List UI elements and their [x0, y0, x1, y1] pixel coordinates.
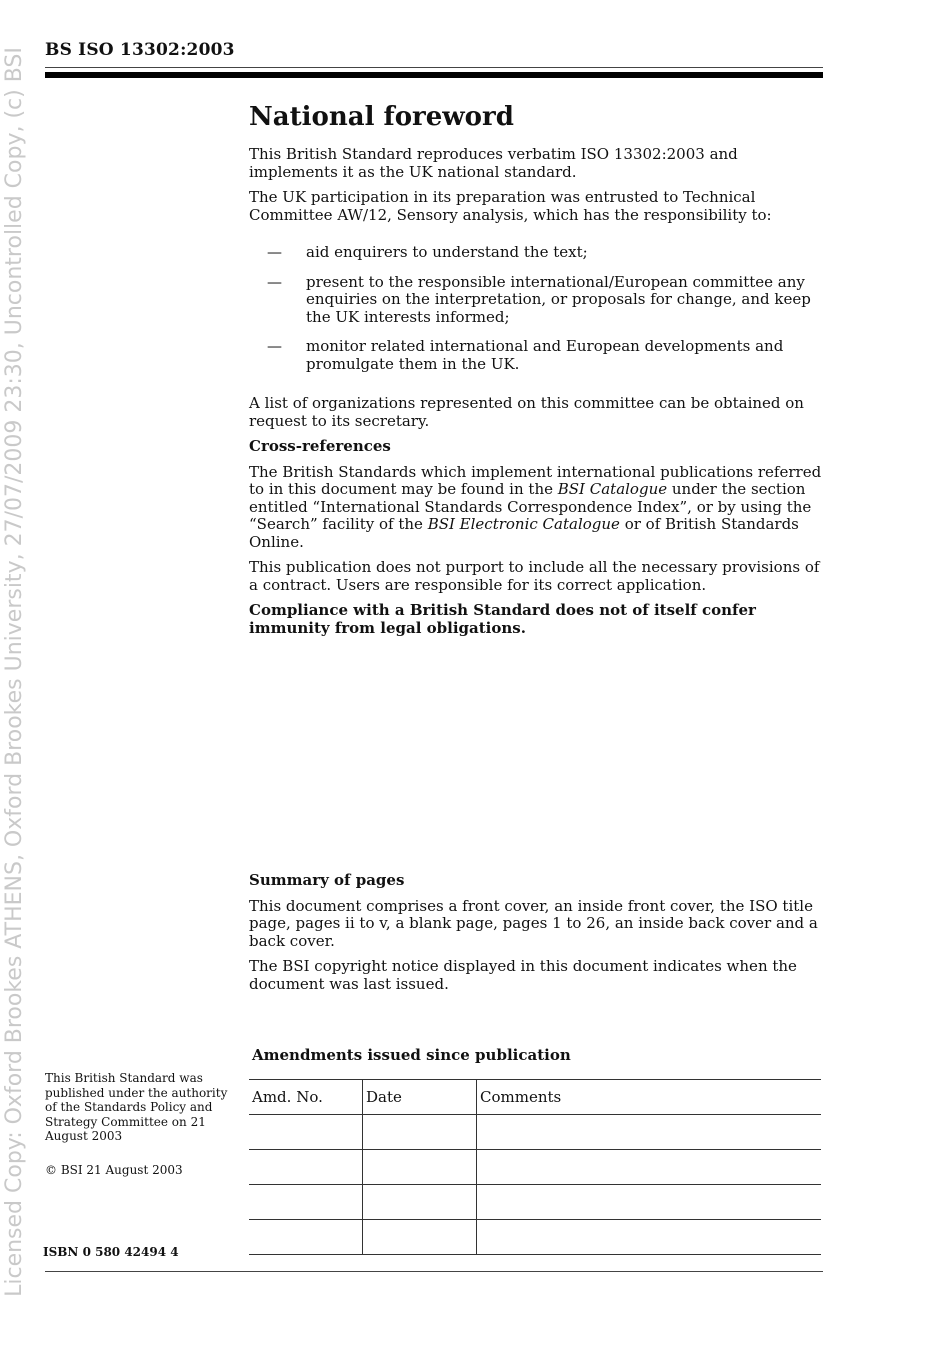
footer-rule	[45, 1271, 823, 1272]
copyright-line: © BSI 21 August 2003	[45, 1163, 183, 1177]
table-cell	[249, 1115, 363, 1150]
table-cell	[477, 1220, 822, 1255]
summary-heading: Summary of pages	[249, 871, 405, 889]
table-header-row	[249, 1080, 821, 1115]
cross-references-paragraph	[249, 464, 829, 552]
responsibility-list	[249, 244, 829, 373]
organizations-paragraph: A list of organizations represented on this committee can be obtained on request to its secretary.	[249, 394, 804, 430]
summary-of-pages	[249, 872, 839, 1001]
dash-marker: —	[267, 243, 282, 261]
document-id: BS ISO 13302:2003	[45, 40, 235, 60]
header-rule-thin	[45, 67, 823, 68]
table-cell	[249, 1150, 363, 1185]
participation-paragraph: The UK participation in its preparation was entrusted to Technical Committee AW/12, Sensory analysis, which has the responsibility to:	[249, 188, 772, 224]
list-item	[249, 338, 829, 373]
column-header-comments: Comments	[477, 1080, 822, 1115]
table-cell	[477, 1115, 822, 1150]
table-row	[249, 1185, 821, 1220]
table-row	[249, 1115, 821, 1150]
publication-authority: This British Standard was published under the authority of the Standards Policy and Strategy Committee on 21 August 2003	[45, 1071, 228, 1143]
cross-references-heading: Cross-references	[249, 437, 391, 455]
list-item	[249, 274, 829, 327]
list-item-text: aid enquirers to understand the text;	[306, 243, 588, 261]
table-row	[249, 1150, 821, 1185]
column-header-date: Date	[363, 1080, 477, 1115]
compliance-statement: Compliance with a British Standard does not of itself confer immunity from legal obligations.	[249, 601, 756, 637]
license-watermark: Licensed Copy: Oxford Brookes ATHENS, Oxford Brookes University, 27/07/2009 23:30, Uncontrolled Copy, (c) BSI	[2, 47, 27, 1297]
crossref-text-3: or of British Standards Online.	[249, 515, 799, 551]
national-foreword	[249, 100, 829, 645]
table-cell	[477, 1150, 822, 1185]
intro-paragraph: This British Standard reproduces verbatim ISO 13302:2003 and implements it as the UK national standard.	[249, 145, 738, 181]
table-cell	[477, 1185, 822, 1220]
table-cell	[249, 1185, 363, 1220]
table-cell	[363, 1185, 477, 1220]
page-title: National foreword	[249, 102, 514, 132]
amendments-title: Amendments issued since publication	[252, 1046, 571, 1064]
list-item-text: present to the responsible international/European committee any enquiries on the interpretation, or proposals for change, and keep the UK interests informed;	[306, 272, 811, 326]
bsi-catalogue-ref: BSI Catalogue	[557, 480, 668, 498]
bsi-electronic-catalogue-ref: BSI Electronic Catalogue	[427, 515, 620, 533]
dash-marker: —	[267, 272, 282, 291]
list-item	[249, 244, 829, 262]
table-cell	[363, 1115, 477, 1150]
provisions-paragraph: This publication does not purport to include all the necessary provisions of a contract. Users are responsible for its correct application.	[249, 558, 820, 594]
table-row	[249, 1220, 821, 1255]
column-header-amd-no: Amd. No.	[249, 1080, 363, 1115]
table-cell	[363, 1220, 477, 1255]
summary-pages-paragraph: This document comprises a front cover, an inside front cover, the ISO title page, pages ii to v, a blank page, pages 1 to 26, an inside back cover and a back cover.	[249, 896, 818, 950]
dash-marker: —	[267, 337, 282, 355]
list-item-text: monitor related international and European developments and promulgate them in the UK.	[306, 337, 784, 373]
isbn-number: ISBN 0 580 42494 4	[43, 1245, 179, 1259]
crossref-text-2: under the section entitled “International Standards Correspondence Index”, or by using the “Search” facility of the	[249, 480, 812, 533]
header-rule-thick	[45, 72, 823, 78]
crossref-text-1: The British Standards which implement international publications referred to in this document may be found in the	[249, 462, 822, 498]
table-cell	[363, 1150, 477, 1185]
table-cell	[249, 1220, 363, 1255]
amendments-table	[249, 1079, 821, 1255]
copyright-notice-paragraph: The BSI copyright notice displayed in this document indicates when the document was last issued.	[249, 957, 797, 993]
